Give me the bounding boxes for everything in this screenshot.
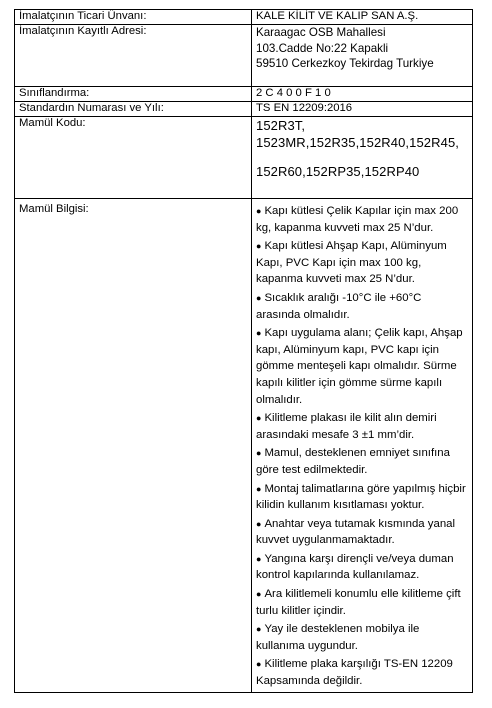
manufacturer-value: KALE KİLİT VE KALIP SAN A.Ş. bbox=[252, 10, 473, 25]
info-item-text: Kapı kütlesi Çelik Kapılar için max 200 kg, kapanma kuvveti max 25 N’dur. bbox=[256, 205, 459, 234]
bullet-icon: ● bbox=[256, 659, 262, 670]
bullet-icon: ● bbox=[256, 292, 262, 303]
info-item bbox=[256, 203, 468, 236]
info-item bbox=[256, 238, 468, 288]
row-manufacturer bbox=[15, 10, 473, 25]
row-classification bbox=[15, 87, 473, 102]
classification-label: Sınıflandırma: bbox=[15, 87, 252, 102]
info-item-text: Sıcaklık aralığı -10°C ile +60°C arasında olmalıdır. bbox=[256, 291, 422, 321]
classification-value: 2 C 4 0 0 F 1 0 bbox=[252, 87, 473, 102]
info-item-text: Yay ile desteklenen mobilya ile kullanıma uygundur. bbox=[256, 623, 420, 652]
address-value bbox=[252, 25, 473, 87]
bullet-icon: ● bbox=[256, 553, 262, 564]
row-product-code bbox=[15, 117, 473, 199]
info-item bbox=[256, 586, 468, 619]
info-item bbox=[256, 445, 468, 478]
product-info-value bbox=[252, 199, 473, 693]
info-item bbox=[256, 481, 468, 514]
row-standard bbox=[15, 102, 473, 117]
info-item-text: Anahtar veya tutamak kısmında yanal kuvvet uygulanmamaktadır. bbox=[256, 517, 456, 547]
standard-value: TS EN 12209:2016 bbox=[252, 102, 473, 117]
info-item-text: Kilitleme plaka karşılığı TS-EN 12209 Kapsamında değildir. bbox=[256, 658, 453, 688]
info-item-text: Montaj talimatlarına göre yapılmış hiçbir kilidin kullanım kısıtlaması yoktur. bbox=[256, 482, 466, 512]
product-info-label: Mamül Bilgisi: bbox=[15, 199, 252, 693]
bullet-icon: ● bbox=[256, 413, 262, 424]
bullet-icon: ● bbox=[256, 328, 262, 339]
product-code-label: Mamül Kodu: bbox=[15, 117, 252, 199]
manufacturer-label: İmalatçının Ticari Ünvanı: bbox=[15, 10, 252, 25]
info-item bbox=[256, 325, 468, 408]
bullet-icon: ● bbox=[256, 518, 262, 529]
info-item bbox=[256, 551, 468, 584]
address-line: Karaagac OSB Mahallesi bbox=[256, 26, 386, 39]
address-label: İmalatçının Kayıtlı Adresi: bbox=[15, 25, 252, 87]
bullet-icon: ● bbox=[256, 483, 262, 494]
row-product-info bbox=[15, 199, 473, 693]
info-item bbox=[256, 621, 468, 654]
info-item-text: Kilitleme plakası ile kilit alın demiri arasındaki mesafe 3 ±1 mm’dir. bbox=[256, 412, 437, 441]
info-item bbox=[256, 656, 468, 689]
info-item bbox=[256, 410, 468, 443]
info-item-text: Ara kilitlemeli konumlu elle kilitleme çift turlu kilitler içindir. bbox=[256, 588, 461, 617]
product-code-line: 1523MR,152R35,152R40,152R45, bbox=[256, 135, 459, 150]
bullet-icon: ● bbox=[256, 241, 262, 252]
address-line: 103.Cadde No:22 Kapakli bbox=[256, 41, 389, 55]
bullet-icon: ● bbox=[256, 589, 262, 600]
info-item bbox=[256, 516, 468, 549]
info-item-text: Mamul, desteklenen emniyet sınıfına göre test edilmektedir. bbox=[256, 447, 450, 476]
product-code-line: 152R60,152RP35,152RP40 bbox=[256, 164, 420, 179]
bullet-icon: ● bbox=[256, 206, 262, 216]
info-item-text: Yangına karşı dirençli ve/veya duman kontrol kapılarında kullanılamaz. bbox=[256, 552, 454, 582]
product-code-spacer bbox=[256, 151, 468, 163]
standard-label: Standardın Numarası ve Yılı: bbox=[15, 102, 252, 117]
info-item-text: Kapı uygulama alanı; Çelik kapı, Ahşap kapı, Alüminyum kapı, PVC kapı için gömme menteşeli kapı olmalıdır. Sürme kapılı kilitler için gömme sürme kapılı olmalıdır. bbox=[256, 327, 463, 406]
product-code-value bbox=[252, 117, 473, 199]
info-item bbox=[256, 290, 468, 323]
bullet-icon: ● bbox=[256, 624, 262, 635]
bullet-icon: ● bbox=[256, 448, 262, 459]
info-item-text: Kapı kütlesi Ahşap Kapı, Alüminyum Kapı, PVC Kapı için max 100 kg, kapanma kuvveti max 25 N’dur. bbox=[256, 240, 447, 286]
address-line: 59510 Cerkezkoy Tekirdag Turkiye bbox=[256, 57, 434, 70]
product-spec-table bbox=[14, 9, 473, 693]
row-address bbox=[15, 25, 473, 87]
product-code-line: 152R3T, bbox=[256, 118, 306, 133]
